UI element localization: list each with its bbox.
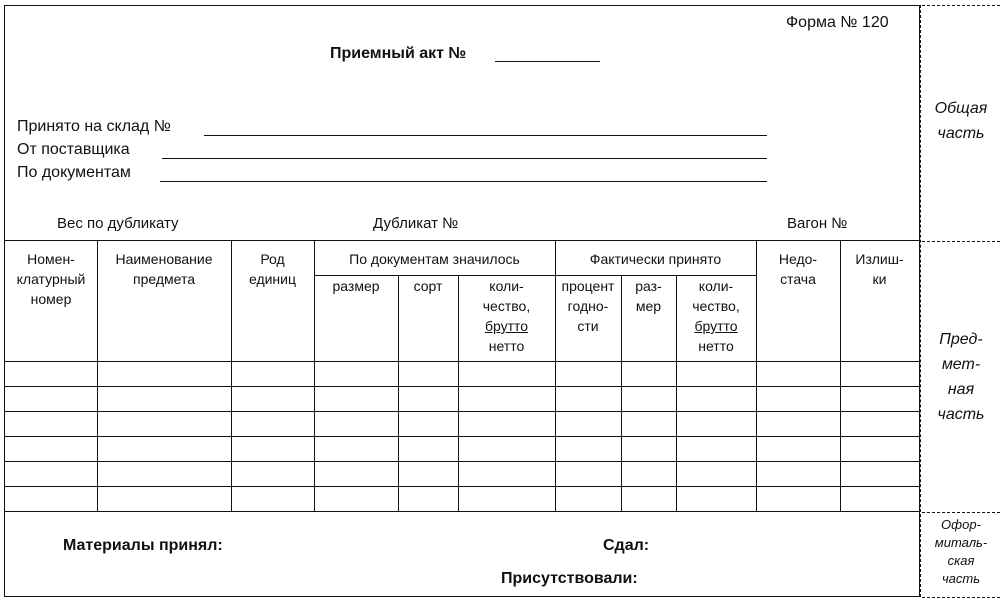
header-surplus: Излиш- ки: [855, 251, 904, 287]
header-by-docs-sort: сорт: [413, 278, 443, 294]
table-row-line: [5, 386, 919, 387]
table-row-line: [5, 461, 919, 462]
side-divider: [920, 5, 921, 597]
warehouse-line[interactable]: [204, 135, 767, 136]
header-item-name: Наименование предмета: [115, 251, 213, 287]
table-row-line: [5, 411, 919, 412]
act-number-line[interactable]: [495, 61, 600, 62]
header-by-docs-size: размер: [332, 278, 380, 294]
header-nomenclature: Номен- клатурный номер: [16, 251, 86, 307]
duplicate-no-label: Дубликат №: [373, 215, 459, 232]
side-dash-low: [922, 512, 1000, 513]
side-label-general: Общая часть: [934, 100, 988, 142]
header-by-docs: По документам значилось: [349, 251, 520, 267]
header-actual-percent: процент годно- сти: [561, 278, 615, 334]
side-dash-mid: [922, 241, 1000, 242]
header-unit: Род единиц: [248, 251, 297, 287]
received-label: Материалы принял:: [63, 537, 223, 554]
side-dash-bottom: [922, 597, 1000, 598]
table-bottom-line: [5, 511, 919, 512]
supplier-line[interactable]: [162, 158, 767, 159]
form-title: Приемный акт №: [330, 45, 467, 62]
handed-label: Сдал:: [603, 537, 650, 554]
documents-label: По документам: [17, 164, 131, 181]
side-dash-top: [922, 5, 1000, 6]
wagon-no-label: Вагон №: [787, 215, 848, 232]
documents-line[interactable]: [160, 181, 767, 182]
warehouse-label: Принято на склад №: [17, 118, 171, 135]
present-label: Присутствовали:: [501, 570, 638, 587]
header-actual-size: раз- мер: [635, 278, 662, 314]
header-actual-qty: коли- чество, брутто нетто: [692, 278, 740, 354]
table-row-line: [5, 486, 919, 487]
header-shortage: Недо- стача: [778, 251, 818, 287]
header-by-docs-qty: коли- чество, брутто нетто: [482, 278, 531, 354]
weight-duplicate-label: Вес по дубликату: [57, 215, 179, 232]
table-row-line: [5, 436, 919, 437]
subcol-divider: [398, 275, 399, 511]
side-label-formal: Офор- миталь- ская часть: [934, 517, 988, 586]
form-number: Форма № 120: [786, 14, 889, 31]
table-top-line: [5, 240, 919, 241]
supplier-label: От поставщика: [17, 141, 130, 158]
side-label-subject: Пред- мет- ная часть: [937, 331, 985, 423]
header-actual: Фактически принято: [589, 251, 722, 267]
table-header-bottom: [5, 361, 919, 362]
